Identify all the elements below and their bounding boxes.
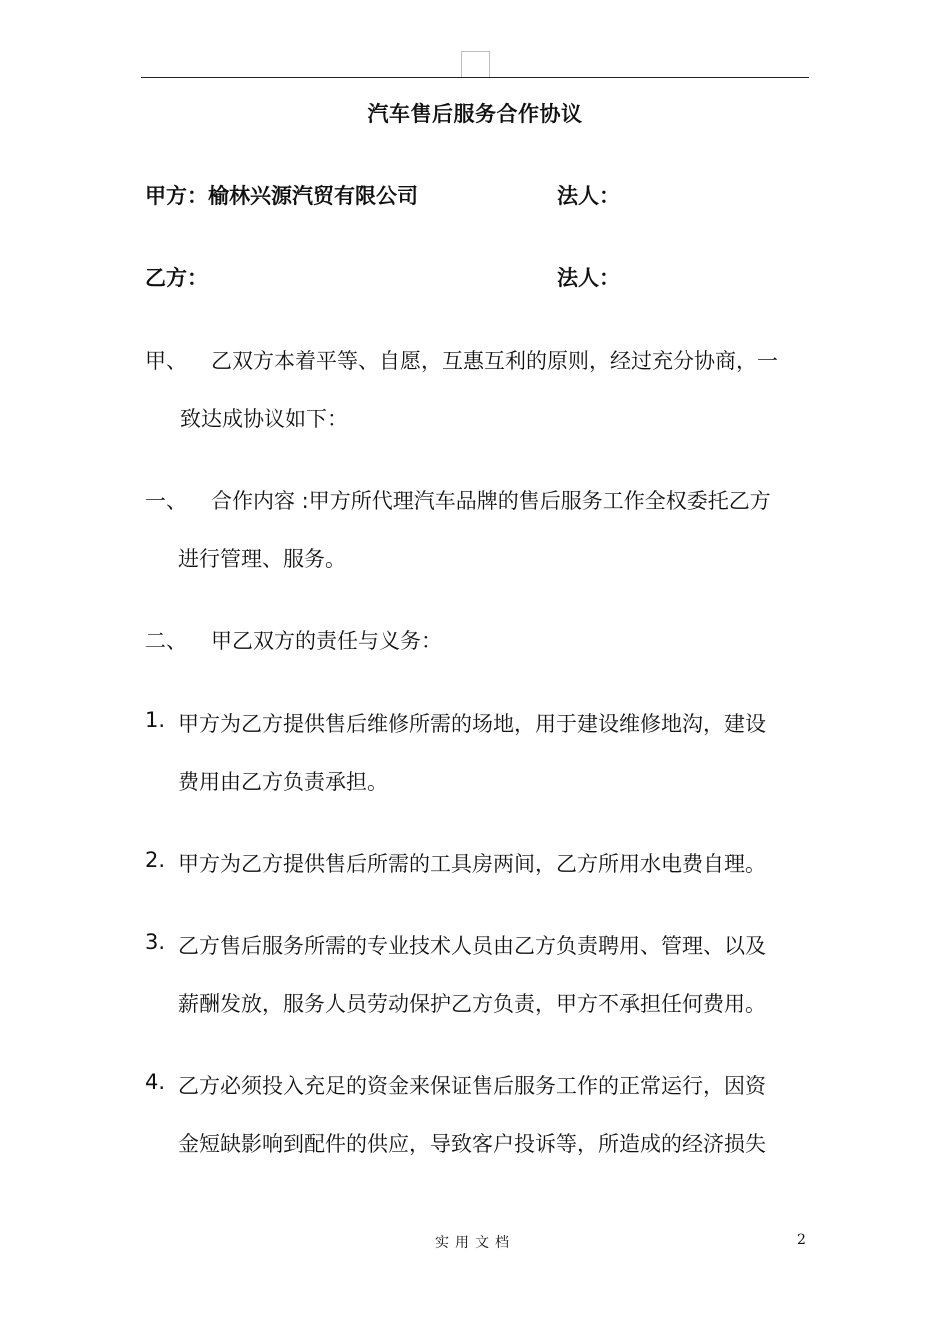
- item-4-number: 4.: [145, 1070, 166, 1094]
- item-1-line-2: 费用由乙方负责承担。: [178, 770, 388, 794]
- item-4-line-2: 金短缺影响到配件的供应，导致客户投诉等，所造成的经济损失: [178, 1132, 766, 1156]
- preamble-line-2: 致达成协议如下：: [180, 407, 348, 431]
- item-3-line-1: 乙方售后服务所需的专业技术人员由乙方负责聘用、管理、以及: [178, 934, 766, 958]
- party-a-label: 甲方：榆林兴源汽贸有限公司: [145, 184, 418, 208]
- item-2-number: 2.: [145, 848, 166, 872]
- item-2-line-1: 甲方为乙方提供售后所需的工具房两间，乙方所用水电费自理。: [178, 852, 766, 876]
- section-2-marker: 二、: [145, 629, 187, 653]
- section-1-marker: 一、: [145, 489, 187, 513]
- section-2-line-1: 甲乙双方的责任与义务：: [211, 629, 442, 653]
- section-1-line-1: 合作内容 :甲方所代理汽车品牌的售后服务工作全权委托乙方: [211, 489, 771, 513]
- item-1-number: 1.: [145, 708, 166, 732]
- item-4-line-1: 乙方必须投入充足的资金来保证售后服务工作的正常运行，因资: [178, 1074, 766, 1098]
- item-3-number: 3.: [145, 930, 166, 954]
- party-b-label: 乙方：: [145, 266, 208, 290]
- party-a-legal-label: 法人：: [557, 184, 620, 208]
- item-1-line-1: 甲方为乙方提供售后维修所需的场地，用于建设维修地沟，建设: [178, 712, 766, 736]
- header-rule: [141, 77, 809, 78]
- preamble-marker: 甲、: [145, 349, 187, 373]
- party-b-legal-label: 法人：: [557, 266, 620, 290]
- footer-label: 实用文档: [435, 1235, 515, 1251]
- preamble-line-1: 乙双方本着平等、自愿，互惠互利的原则，经过充分协商，一: [211, 349, 778, 373]
- section-1-line-2: 进行管理、服务。: [178, 547, 346, 571]
- header-text-box: [461, 51, 490, 77]
- item-3-line-2: 薪酬发放，服务人员劳动保护乙方负责，甲方不承担任何费用。: [178, 992, 766, 1016]
- page-number: 2: [797, 1232, 806, 1248]
- document-title: 汽车售后服务合作协议: [367, 102, 583, 126]
